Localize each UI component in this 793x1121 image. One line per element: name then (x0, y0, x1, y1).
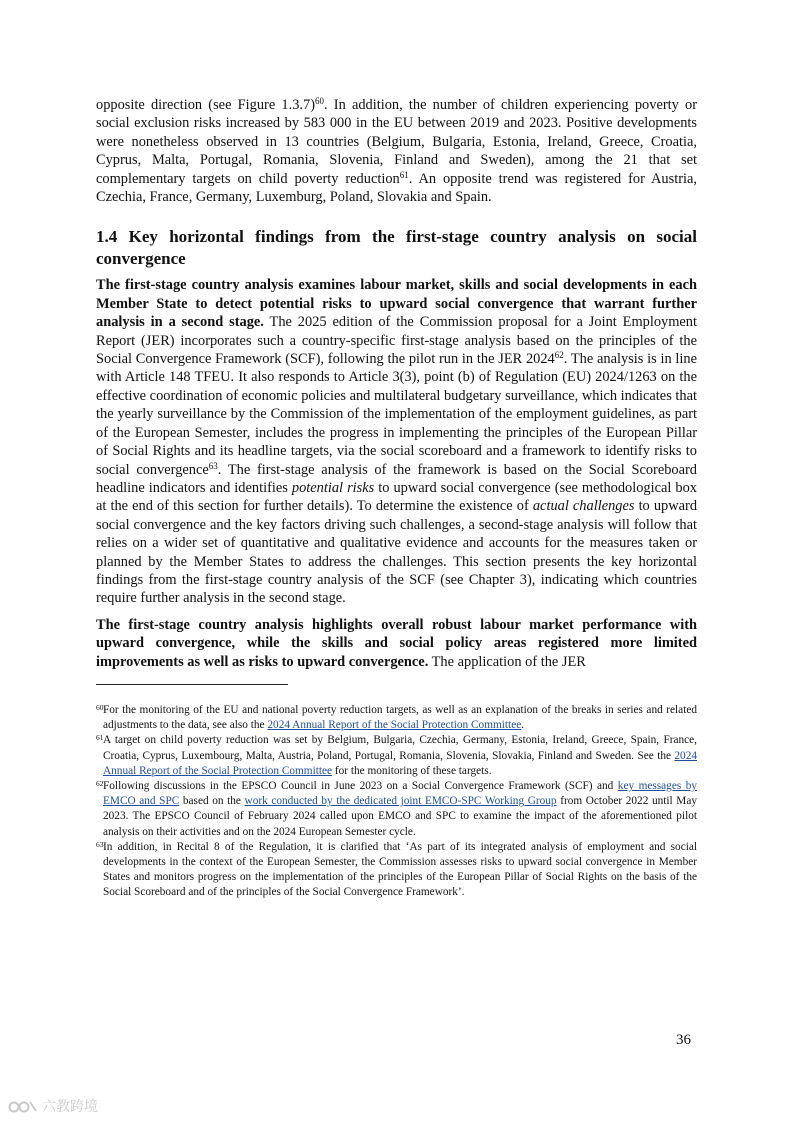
document-page (96, 96, 697, 901)
footnote-60: 60 For the monitoring of the EU and national poverty reduction targets, as well as an explanation of the breaks in series and related adjustments to the data, see also the 2024 Annual Report of the Social Protection Committee. (96, 702, 697, 732)
section-paragraph-1: The first-stage country analysis examines labour market, skills and social developments in each Member State to detect potential risks to upward social convergence that warrant further analysis in a second stage. The 2025 edition of the Commission proposal for a Joint Employment Report (JER) incorporates such a country-specific first-stage analysis based on the principles of the Social Convergence Framework (SCF), following the pilot run in the JER 2024$^{62}$. The analysis is in line with Article 148 TFEU. It also responds to Article 3(3), point (b) of Regulation (EU) 2024/1263 on the effective coordination of economic policies and multilateral budgetary surveillance, which indicates that the yearly surveillance by the Commission of the implementation of the employment guidelines, as part of the European Semester, includes the progress in implementing the principles of the European Pillar of Social Rights and its headline targets, via the social scoreboard and a framework to identify risks to social convergence$^{63}$. The first-stage analysis of the framework is based on the Social Scoreboard headline indicators and identifies potential risks to upward social convergence (see methodological box at the end of this section for further details). To determine the existence of actual challenges to upward social convergence and the key factors driving such challenges, a second-stage analysis will follow that relies on a wider set of quantitative and qualitative evidence and accounts for the measures taken or planned by the Member States to address the challenges. This section presents the key horizontal findings from the first-stage country analysis of the SCF (see Chapter 3), indicating which countries require further analysis in the second stage. (96, 277, 698, 607)
footnote-63: 63 In addition, in Recital 8 of the Regulation, it is clarified that ‘As part of its integrated analysis of employment and social developments in the context of the European Semester, the Commission assesses risks to upward social convergence in Member States and monitors progress on the implementation of the principles of the European Pillar of Social Rights on the basis of the Social Scoreboard and of the principles of the Social Convergence Framework’. (96, 839, 697, 899)
footnote-ref-60[interactable]: 60 (315, 96, 324, 106)
footnote-divider (96, 684, 288, 685)
footnote-62: 62 Following discussions in the EPSCO Council in June 2023 on a Social Convergence Framework (SCF) and key messages by EMCO and SPC based on the work conducted by the dedicated joint EMCO-SPC Working Group from October 2022 until May 2023. The EPSCO Council of February 2024 called upon EMCO and SPC to examine the impact of the aforementioned pilot analysis on their activities and on the 2024 European Semester cycle. (96, 778, 697, 838)
intro-paragraph: opposite direction (see Figure 1.3.7)$^{60}$. In addition, the number of children experiencing poverty or social exclusion risks increased by 583 000 in the EU between 2019 and 2023. Positive developments were nonetheless observed in 13 countries (Belgium, Bulgaria, Estonia, Ireland, Greece, Croatia, Cyprus, Malta, Portugal, Romania, Slovenia, Finland and Sweden), among the 21 that set complementary targets on child poverty reduction$^{61}$. An opposite trend was registered for Austria, Czechia, France, Germany, Luxemburg, Poland, Slovakia and Spain. (96, 96, 698, 206)
footnote-61: 61 A target on child poverty reduction was set by Belgium, Bulgaria, Czechia, Germany, Estonia, Ireland, Greece, Spain, France, Croatia, Cyprus, Luxembourg, Malta, Austria, Poland, Portugal, Romania, Slovenia, Slovakia, Finland and Sweden. See the 2024 Annual Report of the Social Protection Committee for the monitoring of these targets. (96, 733, 697, 777)
footnote-ref-61[interactable]: 61 (399, 169, 409, 180)
footnotes (96, 703, 697, 901)
page-number: 36 (676, 1032, 691, 1048)
section-paragraph-2: The first-stage country analysis highlights overall robust labour market performance with upward convergence, while the skills and social policy areas registered more limited improvements as well as risks to upward convergence. The application of the JER (96, 616, 697, 670)
watermark-text: 六教跨境 (42, 1098, 98, 1114)
emco-spc-working-group-link[interactable]: work conducted by the dedicated joint EMCO-SPC Working Group (244, 795, 557, 808)
watermark (8, 1096, 98, 1116)
footnote-ref-63[interactable]: 63 (208, 460, 218, 471)
section-heading: 1.4 Key horizontal findings from the first-stage country analysis on social convergence (96, 227, 697, 269)
spc-annual-report-link[interactable]: 2024 Annual Report of the Social Protection Committee (103, 749, 697, 777)
spc-annual-report-link[interactable]: 2024 Annual Report of the Social Protection Committee (267, 719, 522, 732)
footnote-ref-62[interactable]: 62 (554, 350, 564, 361)
watermark-logo-icon (8, 1098, 38, 1114)
emco-spc-key-messages-link[interactable]: key messages by EMCO and SPC (103, 779, 697, 808)
